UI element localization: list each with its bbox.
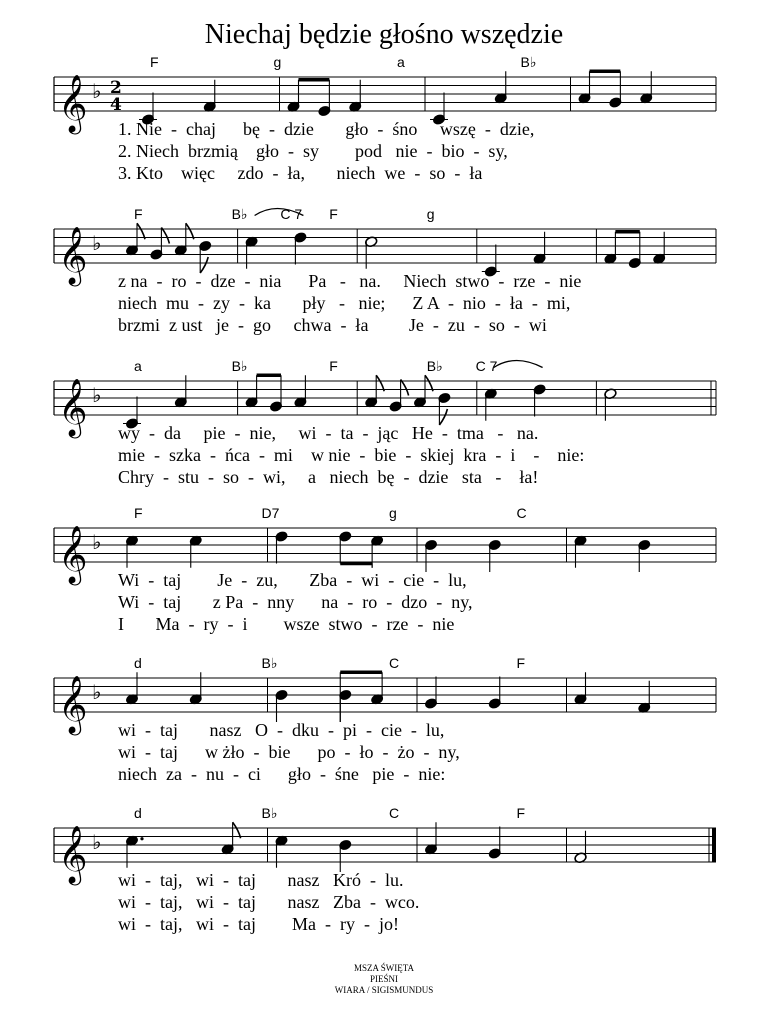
lyric-line-verse-1: z na - ro - dze - nia Pa - na. Niech stwo - rze - nie — [118, 271, 582, 291]
footer-line-2: PIEŚNI — [369, 974, 398, 984]
chord-symbol: F — [516, 805, 526, 821]
treble-clef-icon: 𝄞 — [58, 378, 88, 436]
key-signature-flat-icon: ♭ — [92, 680, 102, 704]
time-signature-bottom: 4 — [110, 95, 122, 115]
chord-symbol: g — [273, 54, 282, 70]
treble-clef-icon: 𝄞 — [58, 675, 88, 733]
note-flag — [137, 223, 145, 239]
chord-symbol: B♭ — [261, 655, 278, 671]
chord-symbol: C 7 — [475, 358, 498, 374]
note-flag — [401, 380, 409, 396]
chord-symbol: F — [134, 505, 143, 521]
lyric-line-verse-1: Wi - taj Je - zu, Zba - wi - cie - lu, — [118, 570, 467, 590]
treble-clef-icon: 𝄞 — [58, 226, 88, 284]
lyric-line-verse-3: niech za - nu - ci gło - śne pie - nie: — [118, 764, 446, 784]
lyric-line-verse-2: wi - taj w żło - bie po - ło - żo - ny, — [118, 742, 460, 762]
staff-system-2 — [54, 206, 716, 335]
chord-symbol: F — [150, 54, 159, 70]
lyric-line-verse-3: I Ma - ry - i wsze stwo - rze - nie — [118, 614, 455, 634]
lyric-line-verse-2: 2. Niech brzmią gło - sy pod nie - bio - sy, — [118, 141, 508, 161]
lyric-line-verse-2: Wi - taj z Pa - nny na - ro - dzo - ny, — [118, 592, 473, 612]
note-flag — [425, 375, 433, 391]
note-flag — [186, 223, 194, 239]
footer — [0, 963, 768, 996]
chord-symbol: d — [134, 805, 142, 821]
lyric-line-verse-2: mie - szka - ńca - mi w nie - bie - skiej kra - i - nie: — [118, 445, 585, 465]
staff-system-5 — [54, 655, 716, 784]
chord-symbol: B♭ — [231, 358, 248, 374]
time-signature-top: 2 — [110, 78, 122, 98]
key-signature-flat-icon: ♭ — [92, 231, 102, 255]
chord-symbol: a — [397, 54, 405, 70]
lyric-line-verse-1: wy - da pie - nie, wi - ta - jąc He - tma - na. — [118, 423, 539, 443]
lyric-line-verse-2: niech mu - zy - ka pły - nie; Z A - nio - ła - mi, — [118, 293, 571, 313]
footer-line-1: MSZA ŚWIĘTA — [353, 963, 415, 973]
staff-system-3 — [54, 358, 716, 487]
lyric-line-verse-3: 3. Kto więc zdo - ła, niech we - so - ła — [118, 163, 483, 183]
chord-symbol: a — [134, 358, 142, 374]
treble-clef-icon: 𝄞 — [58, 825, 88, 883]
chord-symbol: C — [516, 505, 527, 521]
note-flag — [161, 228, 169, 244]
treble-clef-icon: 𝄞 — [58, 525, 88, 583]
slur — [494, 361, 543, 368]
chord-symbol: F — [516, 655, 526, 671]
key-signature-flat-icon: ♭ — [92, 79, 102, 103]
chord-symbol: B♭ — [520, 54, 537, 70]
lyric-line-verse-1: 1. Nie - chaj bę - dzie gło - śno wszę - dzie, — [118, 119, 535, 139]
lyric-line-verse-1: wi - taj, wi - taj nasz Kró - lu. — [118, 870, 404, 890]
chord-symbol: g — [389, 505, 397, 521]
chord-symbol: C — [389, 805, 400, 821]
chord-symbol: C — [389, 655, 400, 671]
lyric-line-verse-2: wi - taj, wi - taj nasz Zba - wco. — [118, 892, 420, 912]
key-signature-flat-icon: ♭ — [92, 383, 102, 407]
chord-symbol: D7 — [261, 505, 280, 521]
chord-symbol: F — [329, 358, 338, 374]
note-flag — [376, 375, 384, 391]
chord-symbol: g — [426, 206, 435, 222]
lyric-line-verse-1: wi - taj nasz O - dku - pi - cie - lu, — [118, 720, 445, 740]
lyric-line-verse-3: brzmi z ust je - go chwa - ła Je - zu - so - wi — [118, 315, 547, 335]
chord-symbol: d — [134, 655, 142, 671]
chord-symbol: F — [329, 206, 338, 222]
footer-line-3: WIARA / SIGISMUNDUS — [334, 985, 434, 995]
lyric-line-verse-3: Chry - stu - so - wi, a niech bę - dzie sta - ła! — [118, 467, 539, 487]
lyric-line-verse-3: wi - taj, wi - taj Ma - ry - jo! — [118, 914, 399, 934]
chord-symbol: B♭ — [426, 358, 443, 374]
chord-symbol: F — [134, 206, 143, 222]
song-title: Niechaj będzie głośno wszędzie — [204, 19, 564, 50]
chord-symbol: C 7 — [280, 206, 303, 222]
treble-clef-icon: 𝄞 — [58, 74, 88, 132]
staff-system-1 — [54, 54, 716, 183]
augmentation-dot — [140, 837, 143, 840]
staff-system-6 — [54, 805, 716, 934]
chord-symbol: B♭ — [261, 805, 278, 821]
note-flag — [233, 822, 241, 838]
key-signature-flat-icon: ♭ — [92, 830, 102, 854]
key-signature-flat-icon: ♭ — [92, 530, 102, 554]
chord-symbol: B♭ — [231, 206, 248, 222]
staff-system-4 — [54, 505, 716, 634]
